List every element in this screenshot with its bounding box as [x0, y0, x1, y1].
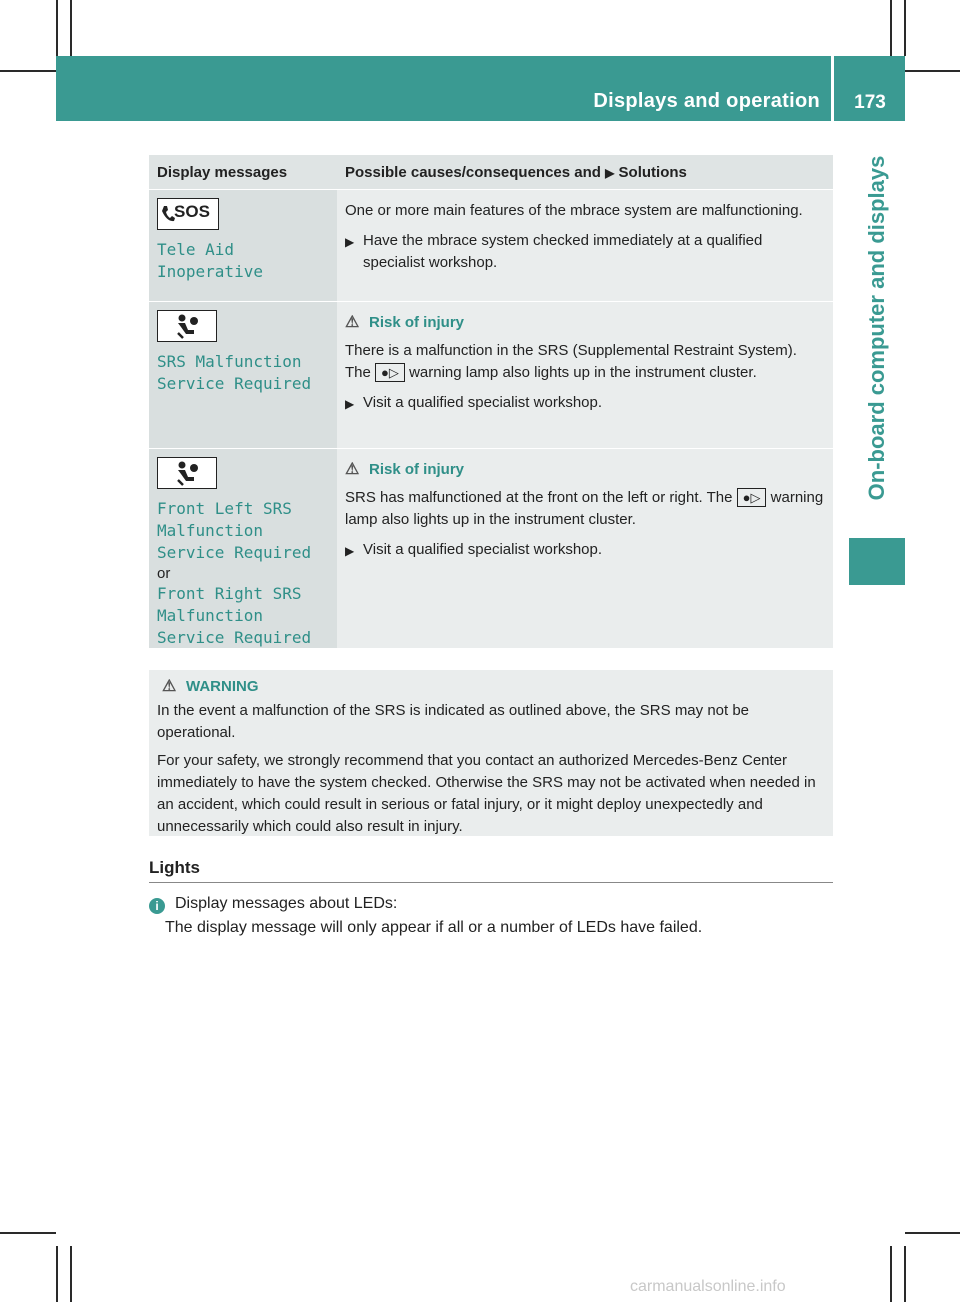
arrow-right-icon: ▶: [345, 544, 355, 558]
warning-paragraph: In the event a malfunction of the SRS is indicated as outlined above, the SRS may not be operational.: [157, 702, 750, 741]
crop-mark: [890, 1246, 892, 1302]
crop-mark: [0, 70, 56, 72]
table-row: [149, 448, 833, 648]
crop-mark: [0, 1232, 56, 1234]
chapter-tab-label: On-board computer and displays: [864, 155, 889, 501]
display-message-text: Service Required: [157, 543, 312, 562]
table-header: [149, 155, 833, 189]
action-item: [345, 392, 825, 415]
display-message-text: Inoperative: [157, 262, 263, 281]
solution-cell: [337, 449, 833, 648]
chapter-marker: [849, 538, 905, 585]
column-header-causes-text: Possible causes/consequences and: [345, 163, 601, 181]
message-cell: [149, 449, 337, 648]
table-row: [149, 189, 833, 301]
cause-text: One or more main features of the mbrace system are malfunctioning.: [345, 202, 803, 219]
warning-triangle-icon: ⚠: [345, 314, 360, 331]
warning-triangle-icon: ⚠: [162, 678, 177, 695]
cause-text: SRS has malfunctioned at the front on the left or right. The ●▷ warning lamp also lights up in the instrument cluster.: [345, 489, 824, 528]
section-title: Displays and operation: [593, 90, 820, 112]
cause-text: There is a malfunction in the SRS (Supplemental Restraint System). The ●▷ warning lamp also lights up in the instrument cluster.: [345, 342, 797, 381]
display-message-text: SRS Malfunction: [157, 352, 302, 371]
crop-mark: [904, 1246, 906, 1302]
action-item: [345, 539, 825, 562]
arrow-right-icon: ▶: [605, 165, 615, 180]
message-cell: [149, 190, 337, 301]
airbag-warning-icon: ●▷: [375, 363, 405, 382]
info-line: i Display messages about LEDs:: [149, 892, 833, 916]
header-separator: [831, 56, 834, 121]
display-message-text: Malfunction: [157, 606, 263, 625]
section-heading: Lights: [149, 858, 833, 883]
info-icon: i: [149, 898, 165, 914]
watermark: carmanualsonline.info: [630, 1278, 786, 1295]
column-header-causes: [337, 164, 833, 181]
column-header-solutions-text: Solutions: [618, 163, 687, 181]
crop-mark: [56, 1246, 58, 1302]
risk-heading: ⚠ Risk of injury: [345, 459, 825, 481]
table-row: [149, 301, 833, 448]
warning-paragraph: For your safety, we strongly recommend that you contact an authorized Mercedes-Benz Center immediately to have the system checked. Otherwise the SRS may not be activated when needed in an accident, which could result in serious or fatal injury, or it might deploy unexpectedly and unnecessarily which could also result in injury.: [157, 752, 816, 835]
crop-mark: [904, 0, 906, 56]
display-message-text: Service Required: [157, 628, 312, 647]
warning-heading: ⚠ WARNING: [162, 676, 825, 698]
solution-cell: [337, 190, 833, 301]
crop-mark: [890, 0, 892, 56]
display-message-text: Service Required: [157, 374, 312, 393]
arrow-right-icon: ▶: [345, 397, 355, 411]
display-message-text: Front Right SRS: [157, 584, 302, 603]
airbag-warning-icon: [157, 310, 217, 342]
action-item: [345, 230, 825, 274]
page-number: 173: [854, 92, 886, 113]
display-message-text: Front Left SRS: [157, 499, 292, 518]
action-text: Visit a qualified specialist workshop.: [363, 541, 603, 558]
airbag-warning-icon: [157, 457, 217, 489]
display-messages-table: [149, 155, 833, 648]
airbag-warning-icon: ●▷: [737, 488, 767, 507]
display-message-text: Tele Aid: [157, 240, 235, 259]
solution-cell: [337, 302, 833, 448]
action-text: Have the mbrace system checked immediately at a qualified specialist workshop.: [363, 232, 763, 271]
crop-mark: [905, 1232, 960, 1234]
warning-box: [149, 670, 833, 836]
column-header-display-messages: Display messages: [157, 163, 288, 181]
message-cell: [149, 302, 337, 448]
warning-triangle-icon: ⚠: [345, 461, 360, 478]
arrow-right-icon: ▶: [345, 235, 355, 249]
sos-telephone-icon: SOS: [157, 198, 219, 230]
risk-heading: ⚠ Risk of injury: [345, 312, 825, 334]
info-note: [149, 892, 833, 940]
crop-mark: [70, 1246, 72, 1302]
crop-mark: [905, 70, 960, 72]
info-line: The display message will only appear if all or a number of LEDs have failed.: [165, 919, 703, 936]
or-separator: or: [157, 565, 171, 582]
action-text: Visit a qualified specialist workshop.: [363, 394, 603, 411]
crop-mark: [70, 0, 72, 56]
display-message-text: Malfunction: [157, 521, 263, 540]
crop-mark: [56, 0, 58, 56]
